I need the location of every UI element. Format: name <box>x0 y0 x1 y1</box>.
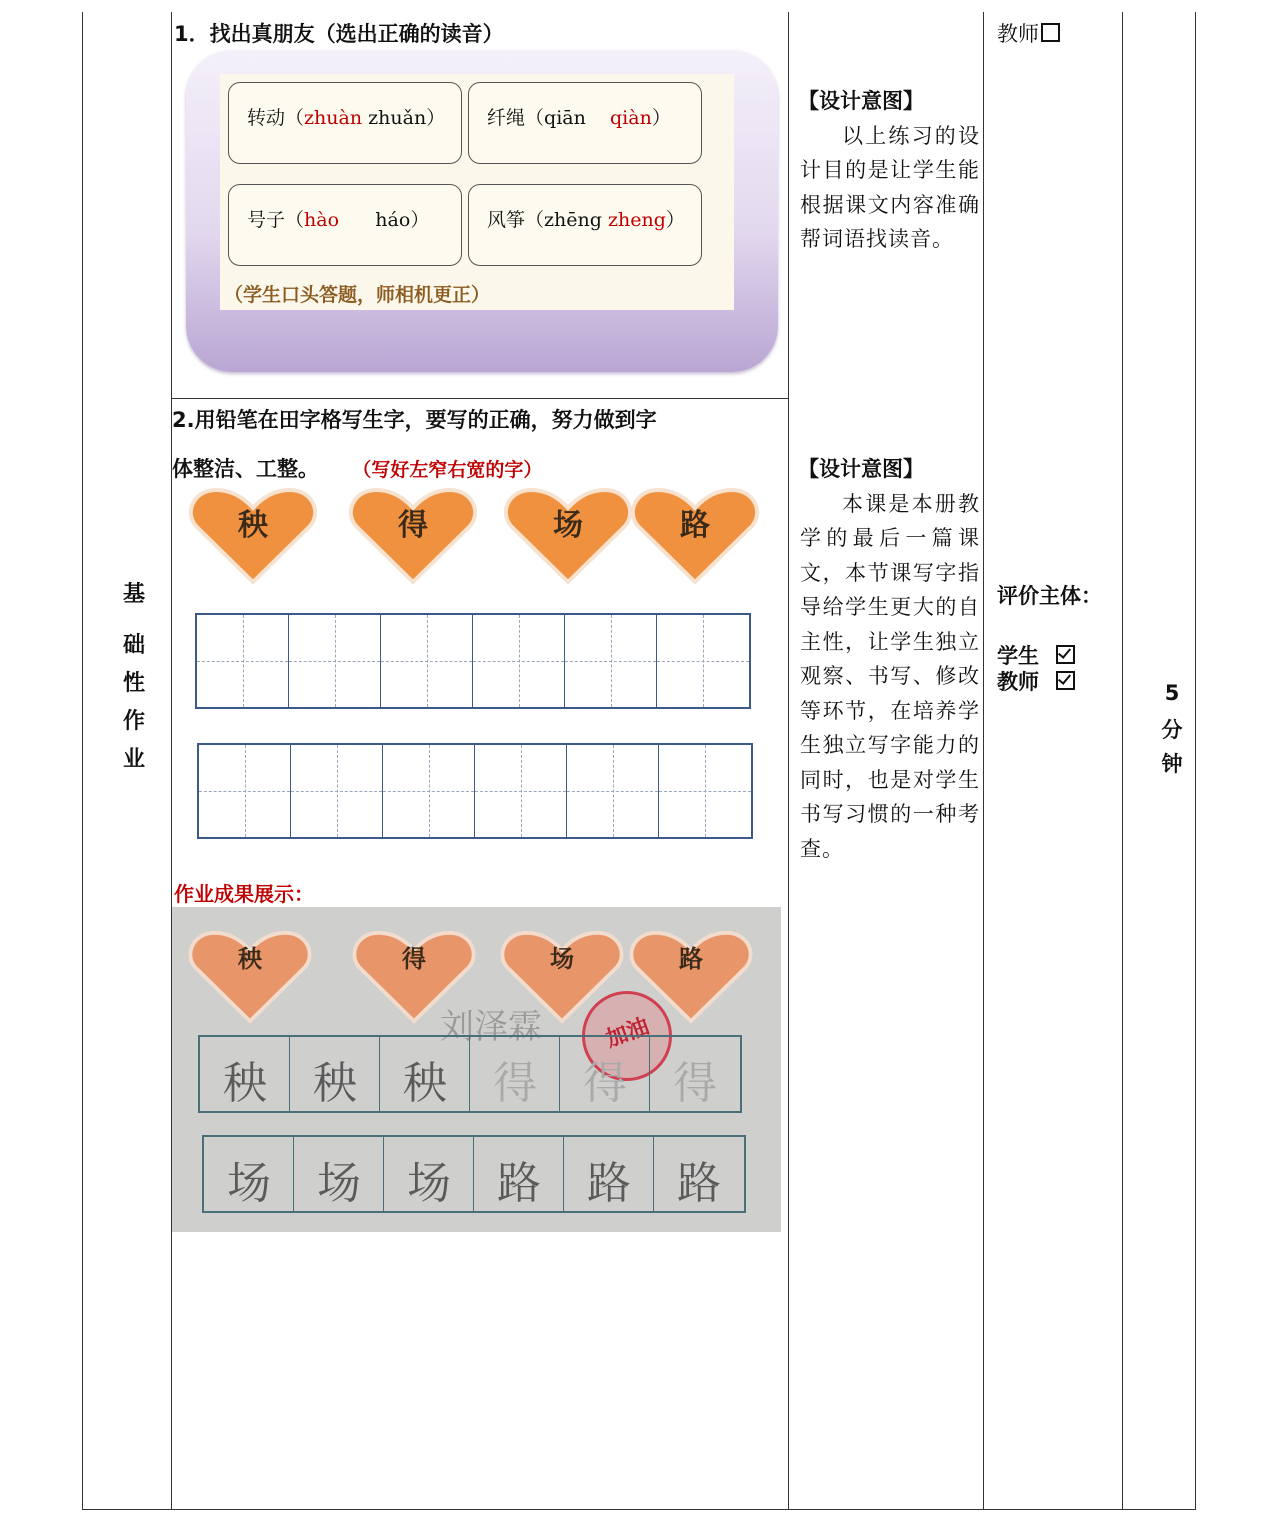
pinyin-option: qiàn <box>610 107 652 129</box>
heart-character: 得 <box>398 508 428 543</box>
heart-character: 秧 <box>238 508 268 543</box>
tianzige-cell[interactable] <box>475 745 567 837</box>
design-intent-1 <box>800 84 980 257</box>
word-text: 纤绳 <box>487 107 526 129</box>
pinyin-choice: 风筝（zhēng zheng） <box>468 184 702 266</box>
heart-character: 路 <box>680 508 710 543</box>
student-name: 刘泽霖 <box>440 1007 542 1047</box>
pinyin-choice: 号子（hào háo） <box>228 184 462 266</box>
task2-hint: （写好左窄右宽的字） <box>352 459 543 481</box>
category-char: 性 <box>122 671 145 696</box>
tianzige-cell[interactable] <box>657 615 749 707</box>
checkbox-checked-icon[interactable] <box>1056 645 1075 664</box>
pinyin-option: qiān <box>544 107 586 129</box>
encouragement-stamp: 加油 <box>582 991 672 1081</box>
design-intent-2 <box>800 452 980 866</box>
heart-character-card <box>348 486 478 586</box>
checkbox-icon[interactable] <box>1041 23 1060 42</box>
handwriting-cell: 得 <box>673 1058 717 1109</box>
tianzige-cell[interactable] <box>383 745 475 837</box>
heart-character: 场 <box>553 508 583 543</box>
tianzige-cell[interactable] <box>381 615 473 707</box>
tianzige-cell[interactable] <box>567 745 659 837</box>
design-intent-title: 【设计意图】 <box>798 457 924 481</box>
heart-character-card <box>188 486 318 586</box>
evaluator-student: 学生 <box>997 640 1075 670</box>
task1-title: 1．找出真朋友（选出正确的读音） <box>174 22 504 46</box>
tianzige-grid <box>197 743 753 839</box>
handwriting-cell: 秧 <box>290 1037 380 1111</box>
table-border-right <box>1195 12 1196 1510</box>
handwriting-cell: 秧 <box>380 1037 470 1111</box>
showcase-label: 作业成果展示： <box>174 882 314 906</box>
tianzige-cell[interactable] <box>199 745 291 837</box>
evaluation-subject-label: 评价主体： <box>997 584 1102 608</box>
pinyin-option: zhuǎn <box>368 107 427 129</box>
handwriting-grid <box>202 1135 746 1213</box>
word-text: 转动 <box>247 107 286 129</box>
pinyin-panel <box>186 50 778 372</box>
category-char: 业 <box>122 747 145 772</box>
pinyin-option: zhuàn <box>304 107 363 129</box>
category-char: 础 <box>122 633 145 658</box>
heart-character-card <box>630 486 760 586</box>
handwriting-cell: 路 <box>564 1137 654 1211</box>
time-value: 5 <box>1164 681 1180 705</box>
heart-character: 得 <box>402 945 426 973</box>
task2-title-line1: 2.用铅笔在田字格写生字，要写的正确，努力做到字 <box>172 408 657 432</box>
tianzige-cell[interactable] <box>289 615 381 707</box>
handwriting-cell: 秧 <box>200 1037 290 1111</box>
handwriting-cell: 场 <box>204 1137 294 1211</box>
heart-character-card <box>503 486 633 586</box>
handwriting-cell: 场 <box>294 1137 384 1211</box>
evaluator-teacher: 教师 <box>997 666 1075 696</box>
category-char: 基 <box>122 582 145 607</box>
evaluator-teacher-top: 教师 <box>997 18 1060 48</box>
homework-photo <box>172 907 781 1232</box>
heart-character: 场 <box>550 945 574 973</box>
heart-character: 秧 <box>238 945 262 973</box>
pinyin-option: zhēng <box>544 209 602 231</box>
task2-title-line2: 体整洁、工整。 （写好左窄右宽的字） <box>172 457 543 481</box>
table-divider <box>1122 12 1123 1510</box>
checkbox-checked-icon[interactable] <box>1056 671 1075 690</box>
time-unit: 分 <box>1161 718 1183 742</box>
handwriting-cell: 路 <box>677 1158 721 1209</box>
tianzige-cell[interactable] <box>473 615 565 707</box>
table-border-left <box>82 12 83 1510</box>
table-border-bottom <box>82 1509 1196 1510</box>
design-intent-body: 以上练习的设计目的是让学生能根据课文内容准确帮词语找读音。 <box>800 123 980 251</box>
word-text: 风筝 <box>487 209 526 231</box>
table-row-divider <box>171 398 788 399</box>
tianzige-cell[interactable] <box>291 745 383 837</box>
design-intent-title: 【设计意图】 <box>798 89 924 113</box>
handwriting-cell: 得 <box>470 1037 560 1111</box>
photo-heart <box>186 929 314 1025</box>
handwriting-cell: 场 <box>384 1137 474 1211</box>
handwriting-grid <box>198 1035 742 1113</box>
tianzige-grid <box>195 613 751 709</box>
table-divider <box>788 12 789 1510</box>
design-intent-body: 本课是本册教学的最后一篇课文，本节课写字指导给学生更大的自主性，让学生独立观察、书写、修改等环节，在培养学生独立写字能力的同时，也是对学生书写习惯的一种考查。 <box>800 491 980 861</box>
pinyin-option: háo <box>375 209 411 231</box>
pinyin-option: zheng <box>607 209 666 231</box>
table-divider <box>171 12 172 1510</box>
pinyin-choice: 纤绳（qiān qiàn） <box>468 82 702 164</box>
pinyin-panel-inner <box>220 74 734 310</box>
tianzige-cell[interactable] <box>659 745 751 837</box>
word-text: 号子 <box>247 209 286 231</box>
category-char: 作 <box>122 709 145 734</box>
pinyin-option: hào <box>304 209 340 231</box>
heart-character: 路 <box>679 945 703 973</box>
handwriting-cell: 得 <box>560 1037 650 1111</box>
table-divider <box>983 12 984 1510</box>
tianzige-cell[interactable] <box>565 615 657 707</box>
time-unit: 钟 <box>1161 752 1183 776</box>
handwriting-cell: 路 <box>474 1137 564 1211</box>
task1-note: （学生口头答题，师相机更正） <box>224 284 491 306</box>
pinyin-choice: 转动（zhuàn zhuǎn） <box>228 82 462 164</box>
tianzige-cell[interactable] <box>197 615 289 707</box>
